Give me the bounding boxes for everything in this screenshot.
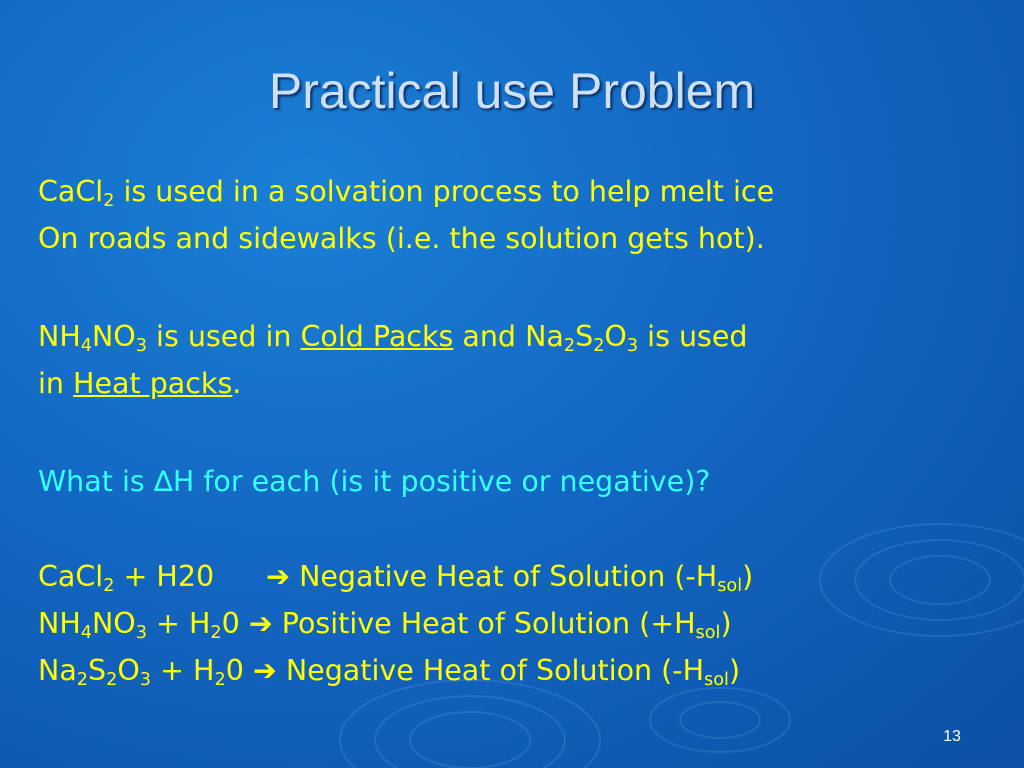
subscript: 3 — [139, 669, 152, 690]
answers-block — [38, 553, 998, 694]
text-run: + H20 — [114, 560, 215, 593]
subscript: 2 — [210, 622, 222, 643]
text-run: O — [604, 320, 627, 353]
text-run: is used in — [146, 320, 301, 353]
subscript: 2 — [103, 190, 115, 211]
text-run: in — [38, 367, 74, 400]
text-run: NH — [38, 320, 81, 353]
subscript: sol — [717, 575, 743, 596]
question-line — [38, 458, 998, 505]
text-run: What is — [38, 465, 154, 498]
subscript: 4 — [80, 622, 92, 643]
arrow-icon: ➔ — [266, 560, 291, 593]
text-run: + H — [151, 654, 215, 687]
text-run: Na — [38, 654, 77, 687]
subscript: 2 — [563, 335, 576, 356]
subscript: 2 — [593, 335, 605, 356]
text-line — [38, 360, 998, 407]
delta-symbol: ∆ — [153, 465, 173, 498]
text-run: H for each (is it positive or negative)? — [172, 465, 711, 498]
subscript: sol — [695, 622, 721, 643]
subscript: 2 — [214, 669, 226, 690]
text-run: is used — [638, 320, 748, 353]
text-line: On roads and sidewalks (i.e. the solution gets hot). — [38, 222, 765, 255]
text-run: and Na — [453, 320, 564, 353]
slide-title: Practical use Problem — [268, 63, 756, 119]
text-run: . — [232, 367, 242, 400]
subscript: sol — [704, 669, 729, 690]
cold-packs-link[interactable]: Cold Packs — [300, 320, 454, 353]
text-run: ) — [728, 654, 741, 687]
text-run: Positive Heat of Solution (+H — [272, 607, 696, 640]
paragraph-packs — [38, 313, 998, 407]
paragraph-cacl2 — [38, 168, 998, 262]
slide-number: 13 — [943, 728, 961, 745]
text-run: O — [117, 654, 140, 687]
text-run: S — [88, 654, 107, 687]
subscript: 3 — [626, 335, 639, 356]
subscript: 2 — [103, 575, 115, 596]
text-run: NO — [91, 320, 136, 353]
subscript: 2 — [106, 669, 118, 690]
text-run: CaCl — [38, 560, 104, 593]
subscript: 2 — [76, 669, 89, 690]
subscript: 3 — [135, 335, 147, 356]
text-run: Negative Heat of Solution (-H — [290, 560, 718, 593]
text-run: NO — [91, 607, 136, 640]
arrow-icon: ➔ — [252, 654, 277, 687]
text-run: ) — [720, 607, 732, 640]
text-run: ) — [742, 560, 754, 593]
text-line — [38, 168, 998, 215]
heat-packs-link[interactable]: Heat packs — [73, 367, 233, 400]
answer-nh4no3 — [38, 600, 998, 647]
subscript: 3 — [135, 622, 147, 643]
answer-na2s2o3 — [38, 647, 998, 694]
text-line — [38, 458, 998, 505]
text-line — [38, 313, 998, 360]
text-run: 0 — [221, 607, 249, 640]
text-run: S — [575, 320, 594, 353]
subscript: 4 — [80, 335, 92, 356]
text-run: Negative Heat of Solution (-H — [276, 654, 705, 687]
text-run: + H — [146, 607, 211, 640]
answer-cacl2 — [38, 553, 998, 600]
text-run: 0 — [225, 654, 253, 687]
text-run: CaCl — [38, 175, 104, 208]
arrow-icon: ➔ — [248, 607, 273, 640]
text-run: is used in a solvation process to help melt ice — [114, 175, 775, 208]
text-run: NH — [38, 607, 81, 640]
